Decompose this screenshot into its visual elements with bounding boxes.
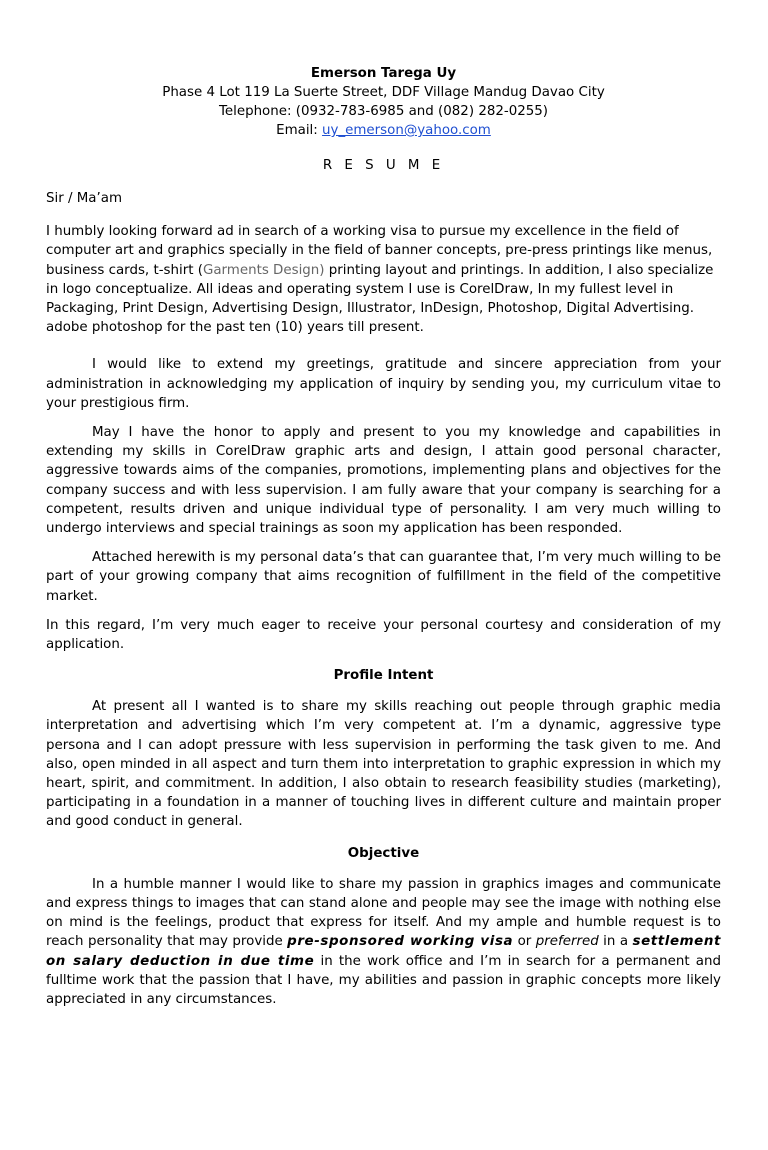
closing-paragraph: In this regard, I’m very much eager to receive your personal courtesy and consideration of my application. (46, 617, 721, 653)
applicant-email-line (46, 121, 721, 140)
email-label: Email: (276, 123, 323, 138)
resume-title: R E S U M E (322, 158, 445, 173)
objective-emphasis-visa: pre-sponsored working visa (287, 934, 514, 950)
intro-highlight: Garments Design) (202, 262, 325, 278)
objective-text-2: or (513, 934, 536, 950)
objective-heading: Objective (347, 845, 420, 861)
salutation: Sir / Ma’am (46, 191, 123, 206)
applicant-address: Phase 4 Lot 119 La Suerte Street, DDF Village Mandug Davao City (162, 85, 605, 100)
objective-preferred: preferred (535, 934, 599, 950)
objective-text-1: In a humble manner I would like to share my passion in graphics images and communicate and express things to images that can stand alone and people may see the image with nothing else on mind is the feelings, product that express for itself. And my ample and humble request is to reach personality that may provide (46, 876, 721, 950)
intro-text-2: printing layout and printings. In addition, I also specialize in logo conceptualize. All ideas and operating system I use is CorelDraw, In my fullest level in Packaging, Print Design, Advertising Design, Illustrator, InDesign, Photoshop, Digital Advertising. adobe photoshop for the past ten (10) years till present. (46, 262, 714, 336)
intro-text-1: I humbly looking forward ad in search of a working visa to pursue my excellence in the field of computer art and graphics specially in the field of banner concepts, pre-press printings like menus, business cards, t-shirt ( (46, 224, 713, 278)
attached-paragraph: Attached herewith is my personal data’s that can guarantee that, I’m very much willing to be part of your growing company that aims recognition of fulfillment in the field of the competitive market. (46, 550, 721, 604)
objective-text-4: in the work office and I’m in search for a permanent and fulltime work that the passion that I have, my abilities and passion in graphic concepts more likely appreciated in any circumstances. (46, 953, 721, 1007)
profile-paragraph: At present all I wanted is to share my skills reaching out people through graphic media interpretation and advertising which I’m very competent at. I’m a dynamic, aggressive type persona and I can adopt pressure with less supervision in performing the task given to me. And also, open minded in all aspect and turn them into interpretation to graphic expression in which my heart, spirit, and commitment. In addition, I also obtain to research feasibility studies (marketing), participating in a foundation in a manner of touching lives in different culture and maintain proper and good conduct in general. (46, 699, 721, 830)
applicant-telephone: Telephone: (0932-783-6985 and (082) 282-0255) (218, 104, 549, 119)
email-link[interactable]: uy_emerson@yahoo.com (322, 123, 491, 138)
applicant-name: Emerson Tarega Uy (310, 66, 457, 81)
resume-page (0, 64, 768, 1150)
objective-text-3: in a (598, 934, 633, 950)
profile-heading: Profile Intent (333, 668, 434, 684)
intro-paragraph (46, 222, 721, 337)
objective-emphasis-salary: settlement on salary deduction in due time (46, 934, 721, 969)
greeting-paragraph: I would like to extend my greetings, gratitude and sincere appreciation from your administration in acknowledging my application of inquiry by sending you, my curriculum vitae to your prestigious firm. (46, 357, 721, 411)
objective-paragraph (46, 875, 721, 1009)
skills-paragraph: May I have the honor to apply and present to you my knowledge and capabilities in extending my skills in CorelDraw graphic arts and design, I attain good personal character, aggressive towards aims of the companies, promotions, implementing plans and objectives for the company success and with less supervision. I am fully aware that your company is searching for a competent, results driven and unique individual type of personality. I am very much willing to undergo interviews and special trainings as soon my application has been responded. (46, 425, 721, 537)
